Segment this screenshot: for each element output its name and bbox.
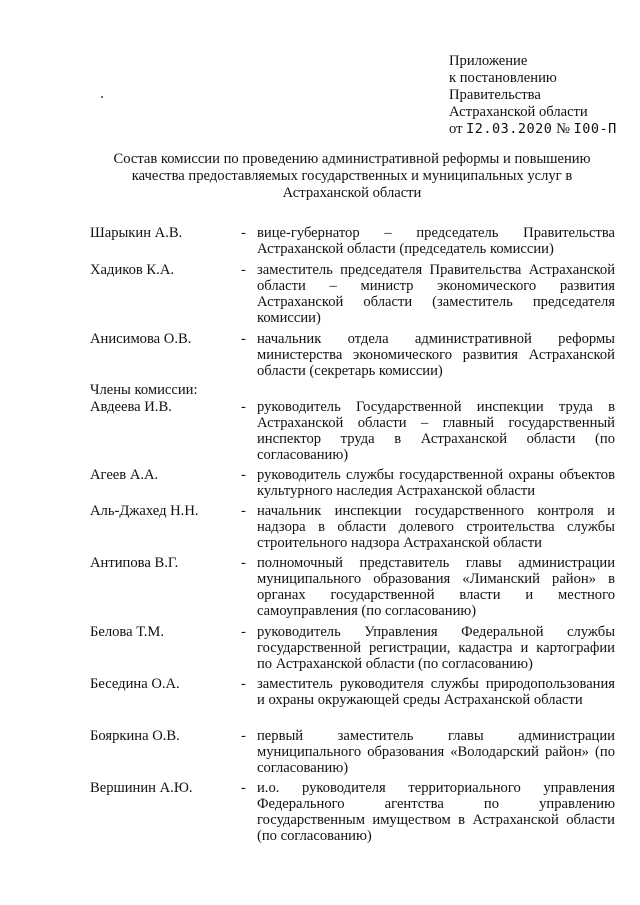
member-name: Агеев А.А.	[90, 467, 159, 483]
approval-number-sign: №	[556, 121, 571, 137]
member-role: полномочный представитель главы администрации муниципального образования «Лиманский район» в органах государственной власти и местного самоуправления (по согласованию)	[257, 555, 615, 619]
member-dash: -	[241, 225, 246, 241]
member-name: Бояркина О.В.	[90, 728, 180, 744]
member-role: начальник отдела административной реформы министерства экономического развития Астраханской области (секретарь комиссии)	[257, 331, 615, 379]
member-dash: -	[241, 467, 246, 483]
member-role: и.о. руководителя территориального управления Федерального агентства по управлению государственным имуществом в Астраханской области (по согласованию)	[257, 780, 615, 844]
approval-date-prefix: от	[449, 121, 463, 137]
member-dash: -	[241, 503, 246, 519]
member-role: руководитель службы государственной охраны объектов культурного наследия Астраханской области	[257, 467, 615, 499]
member-role: руководитель Государственной инспекции труда в Астраханской области – главный государственный инспектор труда в Астраханской области (по согласованию)	[257, 399, 615, 463]
approval-date-line	[449, 121, 634, 138]
member-dash: -	[241, 728, 246, 744]
member-role: заместитель руководителя службы природопользования и охраны окружающей среды Астраханской области	[257, 676, 615, 708]
member-role: заместитель председателя Правительства Астраханской области – министр экономического развития Астраханской области (заместитель председателя комиссии)	[257, 262, 615, 326]
member-name: Белова Т.М.	[90, 624, 164, 640]
member-dash: -	[241, 262, 246, 278]
member-name: Аль-Джахед Н.Н.	[90, 503, 199, 519]
approval-date: I2.03.2020	[466, 121, 553, 137]
member-role: первый заместитель главы администрации муниципального образования «Володарский район» (по согласованию)	[257, 728, 615, 776]
member-name: Шарыкин А.В.	[90, 225, 183, 241]
member-role: руководитель Управления Федеральной службы государственной регистрации, кадастра и картографии по Астраханской области (по согласованию)	[257, 624, 615, 672]
members-label: Члены комиссии:	[90, 382, 198, 398]
member-dash: -	[241, 331, 246, 347]
member-name: Авдеева И.В.	[90, 399, 172, 415]
member-dash: -	[241, 676, 246, 692]
approval-block	[449, 53, 634, 138]
member-dash: -	[241, 555, 246, 571]
member-name: Вершинин А.Ю.	[90, 780, 193, 796]
member-name: Антипова В.Г.	[90, 555, 179, 571]
member-role: вице-губернатор – председатель Правительства Астраханской области (председатель комиссии)	[257, 225, 615, 257]
approval-line-resolution: к постановлению	[449, 70, 557, 86]
approval-line-appendix: Приложение	[449, 53, 528, 69]
approval-line-government: Правительства	[449, 87, 541, 103]
member-role: начальник инспекции государственного контроля и надзора в области долевого строительства службы строительного надзора Астраханской области	[257, 503, 615, 551]
member-name: Анисимова О.В.	[90, 331, 192, 347]
member-name: Хадиков К.А.	[90, 262, 175, 278]
member-name: Беседина О.А.	[90, 676, 180, 692]
document-title: Состав комиссии по проведению административной реформы и повышению качества предоставляемых государственных и муниципальных услуг в Астраханской области	[113, 151, 591, 201]
scan-speck	[101, 96, 103, 98]
member-dash: -	[241, 780, 246, 796]
member-dash: -	[241, 399, 246, 415]
approval-number: I00-П	[573, 121, 617, 137]
approval-line-region: Астраханской области	[449, 104, 588, 120]
member-dash: -	[241, 624, 246, 640]
